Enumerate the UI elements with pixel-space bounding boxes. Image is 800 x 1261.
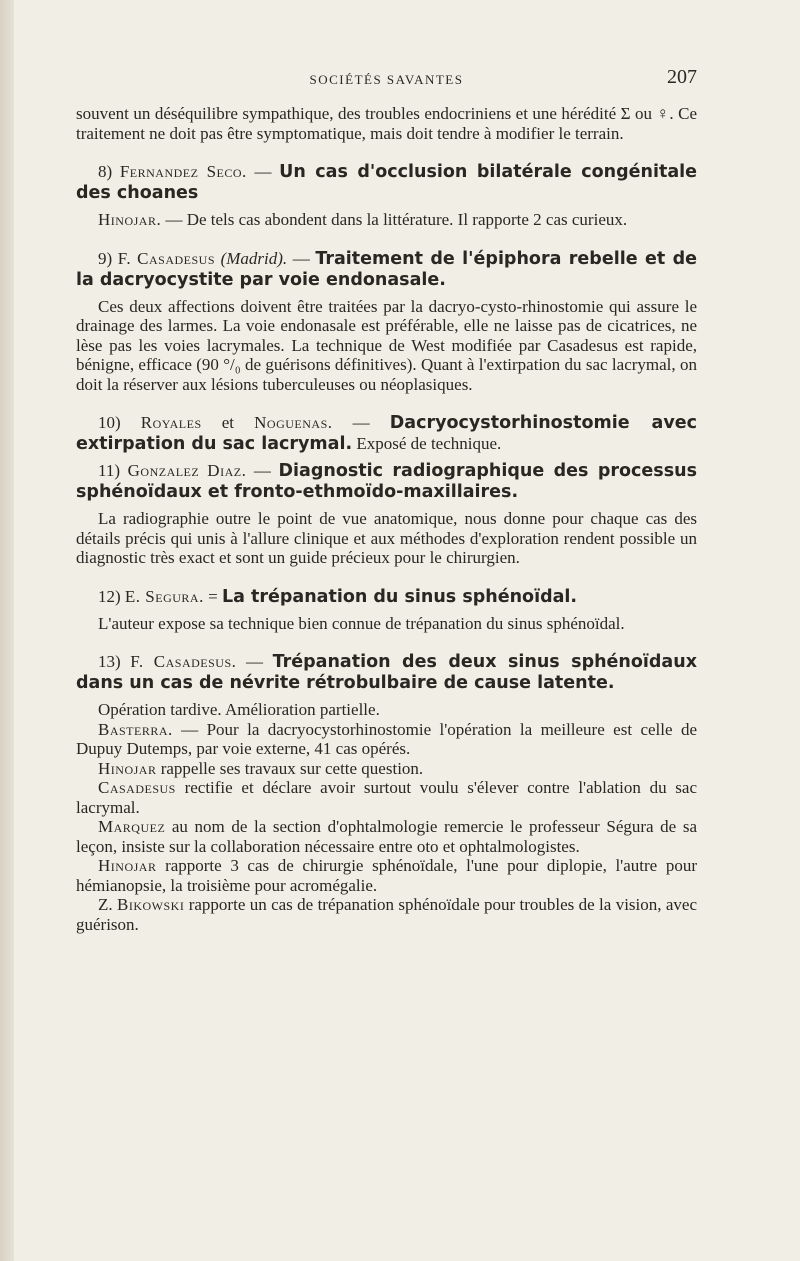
discussion-casadesus [76, 778, 697, 817]
entry-9-heading [76, 249, 697, 291]
entry-author: Royales [140, 413, 202, 432]
entry-11-heading [76, 461, 697, 503]
commenter-text: — De tels cas abondent dans la littérature. Il rapporte 2 cas curieux. [161, 210, 628, 229]
entry-after-text: Exposé de technique. [352, 434, 502, 453]
entry-title: Un cas d'occlusion bilatérale congénitale des choanes [76, 162, 698, 203]
entry-separator: — [332, 413, 390, 432]
entry-10-heading [76, 413, 697, 455]
entry-title: Diagnostic radiographique des processus sphénoïdaux et fronto-ethmoïdo-maxillaires. [76, 461, 698, 502]
discussion-hinojar-2 [76, 856, 697, 895]
commenter-name: Hinojar [98, 758, 157, 778]
entry-number: 8) [98, 162, 113, 181]
commenter-name: Hinojar [98, 856, 157, 875]
entry-9-summary: Ces deux affections doivent être traitées par la dacryo-cysto-rhinostomie qui assure le drainage des larmes. La voie endonasale est préférable, elle ne laisse pas de cicatrices, ne lèse pas les voies lacrymales. La technique de West modifiée par Casadesus est rapide, bénigne, efficace (90 °/₀ de guérisons définitives). Quant à l'extirpation du sac lacrymal, on doit la réserver aux lésions tuberculeuses ou néoplasiques. [76, 296, 697, 394]
discussion-hinojar [76, 759, 697, 779]
commenter-text: — Pour la dacryocystorhinostomie l'opération la meilleure est celle de Dupuy Dutemps, par voie externe, 41 cas opérés. [76, 719, 697, 758]
entry-separator: = [203, 586, 222, 606]
entry-author: Gonzalez Diaz. [127, 461, 247, 480]
commenter-name: Marquez [98, 817, 166, 836]
entry-separator: — [236, 652, 273, 671]
entry-13-outcome: Opération tardive. Amélioration partielle. [98, 700, 380, 719]
entry-author: Fernandez Seco. [119, 162, 247, 181]
entry-12-summary: L'auteur expose sa technique bien connue de trépanation du sinus sphénoïdal. [98, 613, 625, 633]
entry-author-2: Noguenas. [254, 413, 333, 432]
entry-place: (Madrid). [220, 248, 288, 268]
entry-13-heading [76, 652, 697, 694]
commenter-name: Basterra. [98, 719, 173, 739]
page-body [76, 104, 697, 934]
entry-title: Dacryocystorhinostomie avec extirpation du sac lacrymal. [76, 413, 697, 454]
commenter-prefix: Z. [98, 895, 118, 914]
entry-title: Traitement de l'épiphora rebelle et de la dacryocystite par voie endonasale. [76, 248, 698, 290]
commenter-name: Hinojar. [98, 210, 162, 229]
page-header [76, 62, 697, 94]
commenter-text: rectifie et déclare avoir surtout voulu s'élever contre l'ablation du sac lacrymal. [76, 778, 697, 817]
commenter-text: rappelle ses travaux sur cette question. [156, 758, 424, 778]
entry-separator: — [287, 248, 316, 268]
entry-12-heading [76, 587, 697, 608]
commenter-text: rapporte un cas de trépanation sphénoïdale pour troubles de la vision, avec guérison. [76, 895, 698, 934]
entry-8-comment [76, 210, 697, 230]
entry-title: La trépanation du sinus sphénoïdal. [221, 586, 578, 607]
intro-paragraph: souvent un déséquilibre sympathique, des troubles endocriniens et une hérédité Σ ou ♀. Ce traitement ne doit pas être symptomatique, mais doit tendre à modifier le terrain. [76, 104, 697, 143]
commenter-text: rapporte 3 cas de chirurgie sphénoïdale, l'une pour diplopie, l'autre pour hémianopsie, la troisième pour acromégalie. [76, 856, 697, 895]
page-number: 207 [667, 66, 697, 88]
commenter-text: au nom de la section d'ophtalmologie remercie le professeur Ségura de sa leçon, insiste sur la collaboration nécessaire entre oto et ophtalmologistes. [76, 817, 697, 856]
entry-number: 12) [98, 586, 121, 606]
entry-separator: — [246, 461, 279, 480]
entry-separator: — [246, 162, 280, 181]
running-title: SOCIÉTÉS SAVANTES [309, 72, 464, 87]
entry-number: 11) [98, 461, 121, 480]
entry-author: F. Casadesus [117, 248, 216, 268]
entry-11-summary: La radiographie outre le point de vue anatomique, nous donne pour chaque cas des détails précis qui unis à l'allure clinique et aux méthodes d'exploration rendent possible un diagnostic très exact et sont un guide précieux pour le chirurgien. [76, 509, 697, 567]
entry-number: 10) [98, 413, 121, 432]
entry-8-heading [76, 162, 697, 204]
entry-number: 9) [98, 248, 113, 268]
discussion-basterra [76, 720, 697, 759]
commenter-name: Casadesus [98, 778, 176, 797]
document-page [76, 62, 697, 934]
entry-title: Trépanation des deux sinus sphénoïdaux dans un cas de névrite rétrobulbaire de cause latente. [76, 652, 697, 693]
entry-author: F. Casadesus. [130, 652, 237, 671]
entry-number: 13) [98, 652, 121, 671]
discussion-bikowski [76, 895, 697, 934]
commenter-name: Bikowski [117, 895, 185, 914]
discussion-marquez [76, 817, 697, 856]
entry-conjunction: et [201, 413, 255, 432]
entry-author: E. Segura. [124, 586, 204, 606]
book-spine-shadow [0, 0, 14, 1261]
